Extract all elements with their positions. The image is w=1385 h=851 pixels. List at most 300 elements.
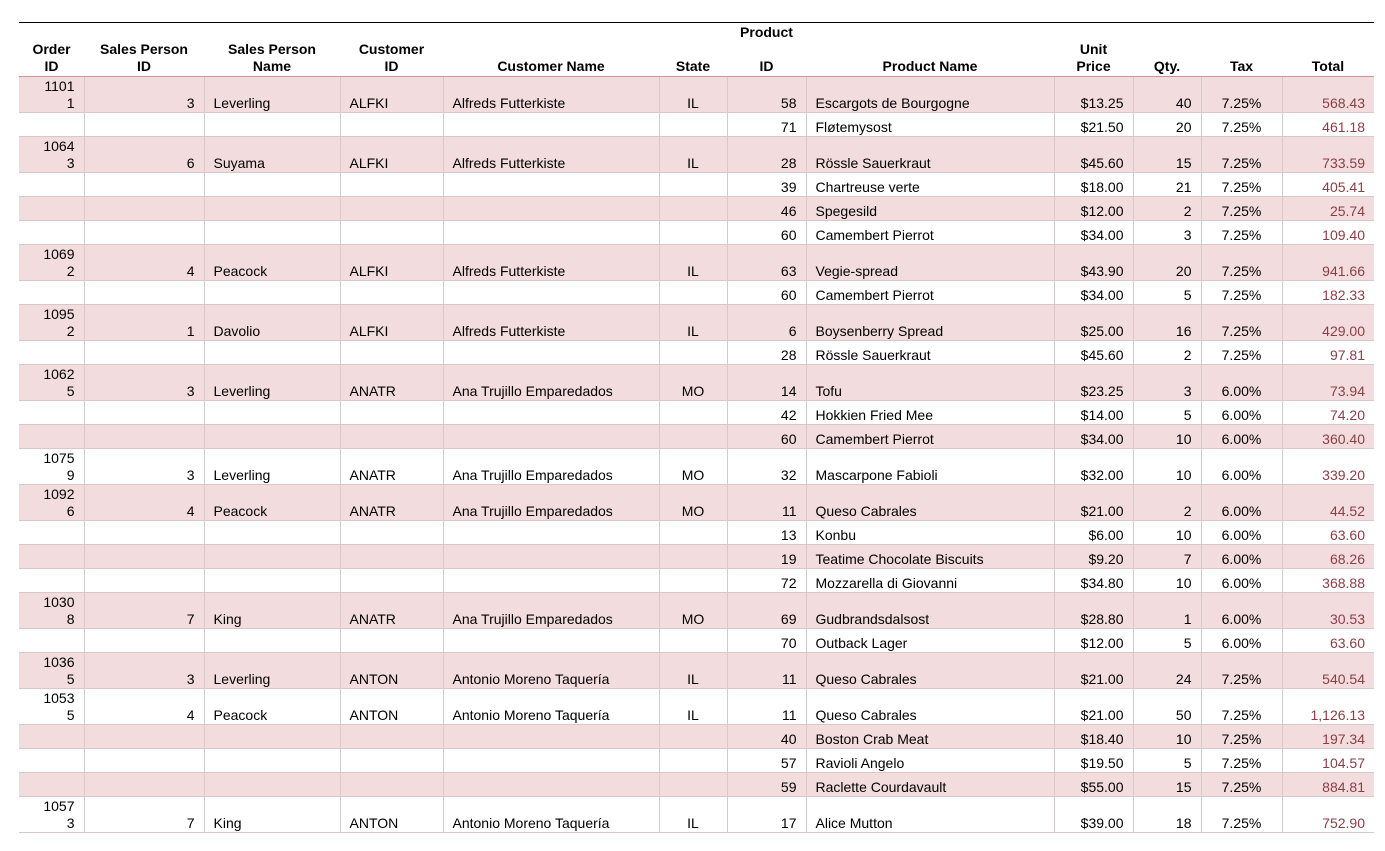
customer-id-cell: ALFKI	[340, 245, 443, 281]
state-cell	[659, 197, 727, 221]
customer-id-cell	[340, 545, 443, 569]
customer-id-cell: ALFKI	[340, 77, 443, 113]
product-id-cell: 72	[727, 569, 806, 593]
state-cell	[659, 113, 727, 137]
customer-id-cell: ANATR	[340, 365, 443, 401]
customer-id-cell	[340, 173, 443, 197]
total-cell: 429.00	[1282, 305, 1374, 341]
order-id-cell: 1057 3	[19, 797, 84, 833]
order-id-cell	[19, 629, 84, 653]
sales-person-id-cell	[84, 221, 204, 245]
state-cell	[659, 221, 727, 245]
customer-name-cell: Antonio Moreno Taquería	[443, 797, 659, 833]
tax-cell: 7.25%	[1201, 77, 1282, 113]
sales-person-name-cell: King	[204, 593, 340, 629]
product-name-cell: Chartreuse verte	[806, 173, 1054, 197]
sales-person-name-cell	[204, 569, 340, 593]
total-cell: 68.26	[1282, 545, 1374, 569]
sales-person-id-cell	[84, 725, 204, 749]
customer-name-cell	[443, 425, 659, 449]
unit-price-cell: $45.60	[1054, 137, 1133, 173]
product-name-cell: Konbu	[806, 521, 1054, 545]
unit-price-cell: $45.60	[1054, 341, 1133, 365]
header-sales-person-id: Sales Person ID	[84, 23, 204, 77]
qty-cell: 5	[1133, 281, 1201, 305]
total-cell: 109.40	[1282, 221, 1374, 245]
header-customer-id: Customer ID	[340, 23, 443, 77]
state-cell	[659, 173, 727, 197]
sales-person-id-cell	[84, 113, 204, 137]
unit-price-cell: $43.90	[1054, 245, 1133, 281]
product-id-cell: 70	[727, 629, 806, 653]
qty-cell: 2	[1133, 341, 1201, 365]
table-row	[19, 341, 1374, 365]
product-name-cell: Boston Crab Meat	[806, 725, 1054, 749]
sales-person-id-cell	[84, 401, 204, 425]
customer-id-cell	[340, 221, 443, 245]
product-id-cell: 63	[727, 245, 806, 281]
total-cell: 25.74	[1282, 197, 1374, 221]
tax-cell: 6.00%	[1201, 401, 1282, 425]
tax-cell: 7.25%	[1201, 113, 1282, 137]
tax-cell: 6.00%	[1201, 545, 1282, 569]
unit-price-cell: $9.20	[1054, 545, 1133, 569]
product-id-cell: 60	[727, 281, 806, 305]
table-row	[19, 449, 1374, 485]
unit-price-cell: $14.00	[1054, 401, 1133, 425]
qty-cell: 20	[1133, 245, 1201, 281]
table-row	[19, 773, 1374, 797]
qty-cell: 50	[1133, 689, 1201, 725]
order-id-cell	[19, 521, 84, 545]
state-cell	[659, 401, 727, 425]
state-cell: IL	[659, 77, 727, 113]
header-order-id: Order ID	[19, 23, 84, 77]
qty-cell: 40	[1133, 77, 1201, 113]
sales-person-name-cell	[204, 629, 340, 653]
sales-person-name-cell	[204, 281, 340, 305]
order-id-cell	[19, 425, 84, 449]
sales-person-id-cell	[84, 773, 204, 797]
unit-price-cell: $32.00	[1054, 449, 1133, 485]
unit-price-cell: $34.80	[1054, 569, 1133, 593]
sales-person-id-cell: 6	[84, 137, 204, 173]
customer-name-cell	[443, 569, 659, 593]
sales-person-name-cell: Davolio	[204, 305, 340, 341]
state-cell: IL	[659, 653, 727, 689]
header-product-name: Product Name	[806, 23, 1054, 77]
product-name-cell: Fløtemysost	[806, 113, 1054, 137]
product-name-cell: Teatime Chocolate Biscuits	[806, 545, 1054, 569]
order-id-cell	[19, 281, 84, 305]
state-cell	[659, 281, 727, 305]
header-total: Total	[1282, 23, 1374, 77]
qty-cell: 2	[1133, 485, 1201, 521]
sales-person-name-cell: Leverling	[204, 449, 340, 485]
table-row	[19, 305, 1374, 341]
product-name-cell: Vegie-spread	[806, 245, 1054, 281]
sales-person-name-cell	[204, 521, 340, 545]
state-cell	[659, 725, 727, 749]
tax-cell: 7.25%	[1201, 773, 1282, 797]
order-id-cell	[19, 401, 84, 425]
qty-cell: 10	[1133, 521, 1201, 545]
total-cell: 884.81	[1282, 773, 1374, 797]
order-id-cell	[19, 113, 84, 137]
header-qty: Qty.	[1133, 23, 1201, 77]
qty-cell: 3	[1133, 365, 1201, 401]
sales-person-id-cell: 7	[84, 797, 204, 833]
product-name-cell: Mozzarella di Giovanni	[806, 569, 1054, 593]
customer-id-cell	[340, 341, 443, 365]
product-name-cell: Rössle Sauerkraut	[806, 341, 1054, 365]
product-name-cell: Camembert Pierrot	[806, 425, 1054, 449]
state-cell: IL	[659, 245, 727, 281]
table-row	[19, 629, 1374, 653]
table-row	[19, 173, 1374, 197]
state-cell: IL	[659, 305, 727, 341]
product-name-cell: Camembert Pierrot	[806, 281, 1054, 305]
state-cell	[659, 425, 727, 449]
order-id-cell: 1036 5	[19, 653, 84, 689]
sales-person-name-cell: Peacock	[204, 689, 340, 725]
total-cell: 568.43	[1282, 77, 1374, 113]
qty-cell: 1	[1133, 593, 1201, 629]
total-cell: 368.88	[1282, 569, 1374, 593]
customer-name-cell: Ana Trujillo Emparedados	[443, 365, 659, 401]
state-cell	[659, 521, 727, 545]
total-cell: 941.66	[1282, 245, 1374, 281]
product-name-cell: Boysenberry Spread	[806, 305, 1054, 341]
customer-id-cell	[340, 749, 443, 773]
unit-price-cell: $55.00	[1054, 773, 1133, 797]
customer-id-cell	[340, 773, 443, 797]
state-cell: MO	[659, 593, 727, 629]
unit-price-cell: $6.00	[1054, 521, 1133, 545]
product-id-cell: 59	[727, 773, 806, 797]
customer-id-cell	[340, 281, 443, 305]
order-id-cell	[19, 545, 84, 569]
sales-person-name-cell: Peacock	[204, 485, 340, 521]
unit-price-cell: $18.00	[1054, 173, 1133, 197]
tax-cell: 6.00%	[1201, 449, 1282, 485]
total-cell: 197.34	[1282, 725, 1374, 749]
customer-name-cell	[443, 521, 659, 545]
qty-cell: 24	[1133, 653, 1201, 689]
header-sales-person-name: Sales Person Name	[204, 23, 340, 77]
customer-id-cell: ANATR	[340, 485, 443, 521]
product-id-cell: 60	[727, 221, 806, 245]
customer-id-cell: ANATR	[340, 593, 443, 629]
unit-price-cell: $12.00	[1054, 629, 1133, 653]
product-name-cell: Queso Cabrales	[806, 485, 1054, 521]
product-id-cell: 11	[727, 485, 806, 521]
customer-name-cell: Alfreds Futterkiste	[443, 137, 659, 173]
tax-cell: 7.25%	[1201, 653, 1282, 689]
qty-cell: 21	[1133, 173, 1201, 197]
sales-person-id-cell	[84, 173, 204, 197]
customer-name-cell: Antonio Moreno Taquería	[443, 689, 659, 725]
unit-price-cell: $12.00	[1054, 197, 1133, 221]
customer-id-cell: ANTON	[340, 689, 443, 725]
total-cell: 63.60	[1282, 629, 1374, 653]
unit-price-cell: $21.00	[1054, 689, 1133, 725]
tax-cell: 7.25%	[1201, 689, 1282, 725]
sales-person-name-cell	[204, 113, 340, 137]
total-cell: 733.59	[1282, 137, 1374, 173]
product-id-cell: 71	[727, 113, 806, 137]
customer-name-cell	[443, 281, 659, 305]
unit-price-cell: $19.50	[1054, 749, 1133, 773]
sales-person-name-cell	[204, 545, 340, 569]
table-row	[19, 401, 1374, 425]
sales-person-id-cell	[84, 521, 204, 545]
state-cell: IL	[659, 797, 727, 833]
product-id-cell: 40	[727, 725, 806, 749]
header-state: State	[659, 23, 727, 77]
product-id-cell: 13	[727, 521, 806, 545]
sales-person-id-cell: 4	[84, 485, 204, 521]
product-id-cell: 46	[727, 197, 806, 221]
order-id-cell	[19, 569, 84, 593]
tax-cell: 7.25%	[1201, 725, 1282, 749]
unit-price-cell: $25.00	[1054, 305, 1133, 341]
order-id-cell: 1075 9	[19, 449, 84, 485]
order-id-cell: 1095 2	[19, 305, 84, 341]
state-cell: IL	[659, 689, 727, 725]
unit-price-cell: $13.25	[1054, 77, 1133, 113]
qty-cell: 15	[1133, 137, 1201, 173]
sales-person-name-cell	[204, 173, 340, 197]
qty-cell: 2	[1133, 197, 1201, 221]
tax-cell: 6.00%	[1201, 569, 1282, 593]
sales-person-id-cell	[84, 341, 204, 365]
sales-person-name-cell	[204, 197, 340, 221]
table-row	[19, 485, 1374, 521]
customer-name-cell	[443, 401, 659, 425]
customer-name-cell	[443, 773, 659, 797]
total-cell: 461.18	[1282, 113, 1374, 137]
sales-person-id-cell	[84, 629, 204, 653]
product-name-cell: Spegesild	[806, 197, 1054, 221]
total-cell: 405.41	[1282, 173, 1374, 197]
sales-person-id-cell: 3	[84, 449, 204, 485]
order-id-cell: 1064 3	[19, 137, 84, 173]
customer-id-cell: ANTON	[340, 653, 443, 689]
product-id-cell: 69	[727, 593, 806, 629]
sales-person-id-cell: 3	[84, 77, 204, 113]
header-row	[19, 23, 1374, 77]
tax-cell: 6.00%	[1201, 365, 1282, 401]
customer-id-cell: ALFKI	[340, 137, 443, 173]
tax-cell: 7.25%	[1201, 173, 1282, 197]
product-name-cell: Outback Lager	[806, 629, 1054, 653]
product-id-cell: 58	[727, 77, 806, 113]
total-cell: 339.20	[1282, 449, 1374, 485]
sales-person-name-cell: Leverling	[204, 653, 340, 689]
customer-id-cell: ANATR	[340, 449, 443, 485]
sales-person-name-cell	[204, 425, 340, 449]
state-cell	[659, 341, 727, 365]
product-id-cell: 42	[727, 401, 806, 425]
sales-person-id-cell	[84, 197, 204, 221]
table-row	[19, 425, 1374, 449]
state-cell	[659, 773, 727, 797]
order-id-cell: 1062 5	[19, 365, 84, 401]
order-id-cell: 1069 2	[19, 245, 84, 281]
state-cell: IL	[659, 137, 727, 173]
orders-report	[19, 22, 1374, 833]
table-row	[19, 653, 1374, 689]
table-row	[19, 77, 1374, 113]
customer-name-cell	[443, 545, 659, 569]
order-id-cell	[19, 197, 84, 221]
customer-name-cell: Antonio Moreno Taquería	[443, 653, 659, 689]
sales-person-id-cell: 4	[84, 689, 204, 725]
product-name-cell: Queso Cabrales	[806, 689, 1054, 725]
tax-cell: 6.00%	[1201, 485, 1282, 521]
tax-cell: 7.25%	[1201, 341, 1282, 365]
unit-price-cell: $28.80	[1054, 593, 1133, 629]
qty-cell: 20	[1133, 113, 1201, 137]
header-unit-price: Unit Price	[1054, 23, 1133, 77]
sales-person-name-cell: Leverling	[204, 365, 340, 401]
product-id-cell: 32	[727, 449, 806, 485]
product-name-cell: Escargots de Bourgogne	[806, 77, 1054, 113]
tax-cell: 7.25%	[1201, 305, 1282, 341]
sales-person-id-cell: 3	[84, 653, 204, 689]
table-row	[19, 749, 1374, 773]
total-cell: 63.60	[1282, 521, 1374, 545]
table-row	[19, 197, 1374, 221]
qty-cell: 10	[1133, 725, 1201, 749]
sales-person-name-cell: Peacock	[204, 245, 340, 281]
product-id-cell: 11	[727, 653, 806, 689]
sales-person-id-cell	[84, 281, 204, 305]
customer-name-cell	[443, 341, 659, 365]
total-cell: 360.40	[1282, 425, 1374, 449]
customer-name-cell	[443, 113, 659, 137]
product-id-cell: 19	[727, 545, 806, 569]
customer-id-cell	[340, 197, 443, 221]
product-name-cell: Tofu	[806, 365, 1054, 401]
sales-person-name-cell	[204, 221, 340, 245]
total-cell: 752.90	[1282, 797, 1374, 833]
sales-person-id-cell	[84, 749, 204, 773]
state-cell: MO	[659, 485, 727, 521]
customer-name-cell	[443, 173, 659, 197]
table-row	[19, 137, 1374, 173]
qty-cell: 10	[1133, 449, 1201, 485]
table-row	[19, 281, 1374, 305]
qty-cell: 5	[1133, 401, 1201, 425]
sales-person-id-cell	[84, 569, 204, 593]
product-name-cell: Hokkien Fried Mee	[806, 401, 1054, 425]
qty-cell: 5	[1133, 749, 1201, 773]
product-id-cell: 60	[727, 425, 806, 449]
qty-cell: 10	[1133, 569, 1201, 593]
order-id-cell: 1092 6	[19, 485, 84, 521]
qty-cell: 3	[1133, 221, 1201, 245]
table-row	[19, 113, 1374, 137]
unit-price-cell: $21.00	[1054, 653, 1133, 689]
table-row	[19, 725, 1374, 749]
qty-cell: 15	[1133, 773, 1201, 797]
unit-price-cell: $34.00	[1054, 221, 1133, 245]
customer-name-cell: Alfreds Futterkiste	[443, 77, 659, 113]
total-cell: 30.53	[1282, 593, 1374, 629]
tax-cell: 7.25%	[1201, 749, 1282, 773]
customer-id-cell	[340, 521, 443, 545]
tax-cell: 6.00%	[1201, 521, 1282, 545]
product-id-cell: 11	[727, 689, 806, 725]
table-row	[19, 221, 1374, 245]
table-row	[19, 245, 1374, 281]
unit-price-cell: $18.40	[1054, 725, 1133, 749]
customer-name-cell: Alfreds Futterkiste	[443, 245, 659, 281]
sales-person-id-cell: 1	[84, 305, 204, 341]
state-cell	[659, 749, 727, 773]
qty-cell: 10	[1133, 425, 1201, 449]
state-cell: MO	[659, 365, 727, 401]
sales-person-id-cell: 7	[84, 593, 204, 629]
sales-person-name-cell: Leverling	[204, 77, 340, 113]
table-row	[19, 545, 1374, 569]
product-name-cell: Queso Cabrales	[806, 653, 1054, 689]
tax-cell: 7.25%	[1201, 197, 1282, 221]
tax-cell: 6.00%	[1201, 425, 1282, 449]
product-id-cell: 28	[727, 137, 806, 173]
sales-person-name-cell	[204, 341, 340, 365]
sales-person-id-cell: 4	[84, 245, 204, 281]
table-row	[19, 365, 1374, 401]
qty-cell: 5	[1133, 629, 1201, 653]
tax-cell: 7.25%	[1201, 137, 1282, 173]
header-tax: Tax	[1201, 23, 1282, 77]
product-name-cell: Raclette Courdavault	[806, 773, 1054, 797]
product-name-cell: Mascarpone Fabioli	[806, 449, 1054, 485]
tax-cell: 7.25%	[1201, 797, 1282, 833]
table-row	[19, 689, 1374, 725]
sales-person-id-cell	[84, 545, 204, 569]
product-id-cell: 57	[727, 749, 806, 773]
order-id-cell: 1030 8	[19, 593, 84, 629]
customer-name-cell	[443, 725, 659, 749]
product-name-cell: Rössle Sauerkraut	[806, 137, 1054, 173]
tax-cell: 7.25%	[1201, 221, 1282, 245]
sales-person-name-cell: King	[204, 797, 340, 833]
sales-person-name-cell	[204, 773, 340, 797]
table-row	[19, 797, 1374, 833]
customer-id-cell	[340, 425, 443, 449]
customer-name-cell	[443, 749, 659, 773]
order-id-cell	[19, 173, 84, 197]
sales-person-name-cell	[204, 401, 340, 425]
state-cell: MO	[659, 449, 727, 485]
table-row	[19, 521, 1374, 545]
sales-person-name-cell	[204, 725, 340, 749]
qty-cell: 7	[1133, 545, 1201, 569]
total-cell: 73.94	[1282, 365, 1374, 401]
unit-price-cell: $39.00	[1054, 797, 1133, 833]
state-cell	[659, 629, 727, 653]
order-id-cell: 1053 5	[19, 689, 84, 725]
customer-id-cell: ANTON	[340, 797, 443, 833]
total-cell: 74.20	[1282, 401, 1374, 425]
product-id-cell: 6	[727, 305, 806, 341]
table-row	[19, 593, 1374, 629]
order-id-cell	[19, 221, 84, 245]
